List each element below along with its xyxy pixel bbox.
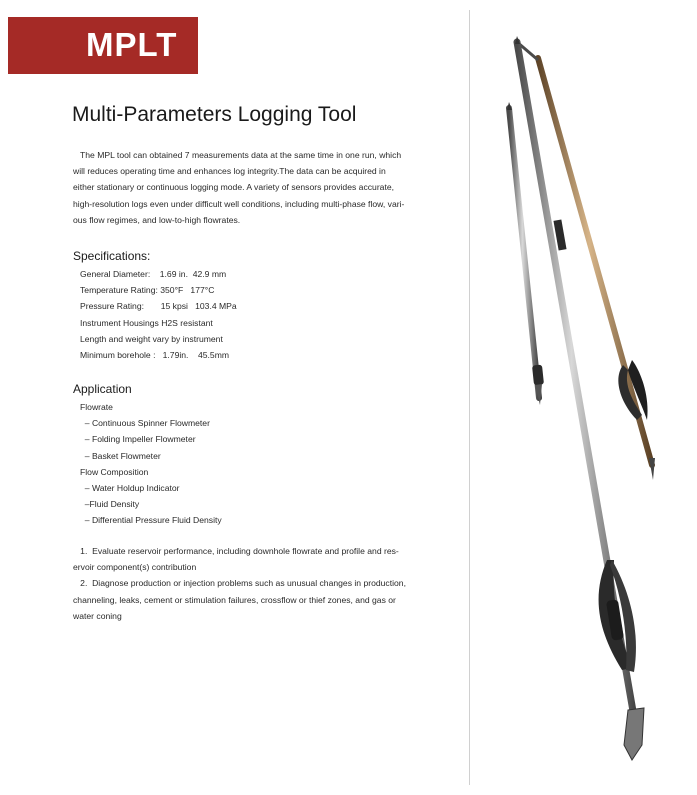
header-badge-text: MPLT bbox=[86, 26, 178, 63]
notes-line: 2. Diagnose production or injection problems such as unusual changes in production, bbox=[73, 578, 406, 589]
header-banner bbox=[8, 17, 198, 74]
spec-item: Length and weight vary by instrument bbox=[80, 333, 223, 344]
intro-line: The MPL tool can obtained 7 measurements data at the same time in one run, which bbox=[80, 150, 402, 160]
page-title: Multi-Parameters Logging Tool bbox=[72, 103, 357, 126]
application-item: Flow Composition bbox=[80, 466, 149, 477]
vertical-divider bbox=[469, 10, 470, 785]
spec-item: Temperature Rating: 350°F 177°C bbox=[80, 285, 215, 296]
notes-line: 1. Evaluate reservoir performance, including downhole flowrate and profile and res- bbox=[73, 546, 399, 556]
intro-line: will reduces operating time and enhances log integrity.The data can be acquired in bbox=[73, 166, 386, 177]
specifications-heading: Specifications: bbox=[73, 249, 151, 263]
spec-item: Pressure Rating: 15 kpsi 103.4 MPa bbox=[80, 301, 237, 312]
logging-tool-illustration bbox=[472, 20, 687, 790]
application-heading: Application bbox=[73, 382, 132, 396]
specifications-list bbox=[80, 266, 237, 363]
tool-right bbox=[517, 42, 655, 480]
notes-paragraph bbox=[73, 543, 435, 624]
application-list bbox=[80, 399, 222, 529]
application-item: – Folding Impeller Flowmeter bbox=[80, 434, 196, 445]
application-item: – Basket Flowmeter bbox=[80, 450, 161, 461]
notes-line: water coning bbox=[73, 610, 122, 621]
application-item: Flowrate bbox=[80, 402, 113, 412]
application-item: –Fluid Density bbox=[80, 499, 140, 510]
spec-item: Minimum borehole : 1.79in. 45.5mm bbox=[80, 350, 230, 361]
spec-item: Instrument Housings H2S resistant bbox=[80, 317, 213, 328]
application-item: – Water Holdup Indicator bbox=[80, 483, 180, 494]
spec-item: General Diameter: 1.69 in. 42.9 mm bbox=[80, 269, 227, 279]
notes-line: channeling, leaks, cement or stimulation failures, crossflow or thief zones, and gas or bbox=[73, 594, 396, 605]
intro-line: ous flow regimes, and low-to-high flowrates. bbox=[73, 214, 241, 225]
intro-paragraph bbox=[73, 147, 433, 228]
notes-line: ervoir component(s) contribution bbox=[73, 562, 197, 573]
intro-line: either stationary or continuous logging mode. A variety of sensors provides accurate, bbox=[73, 182, 395, 193]
application-item: – Differential Pressure Fluid Density bbox=[80, 515, 222, 526]
intro-line: high-resolution logs even under difficult well conditions, including multi-phase flow, vari- bbox=[73, 198, 405, 209]
application-item: – Continuous Spinner Flowmeter bbox=[80, 418, 210, 429]
